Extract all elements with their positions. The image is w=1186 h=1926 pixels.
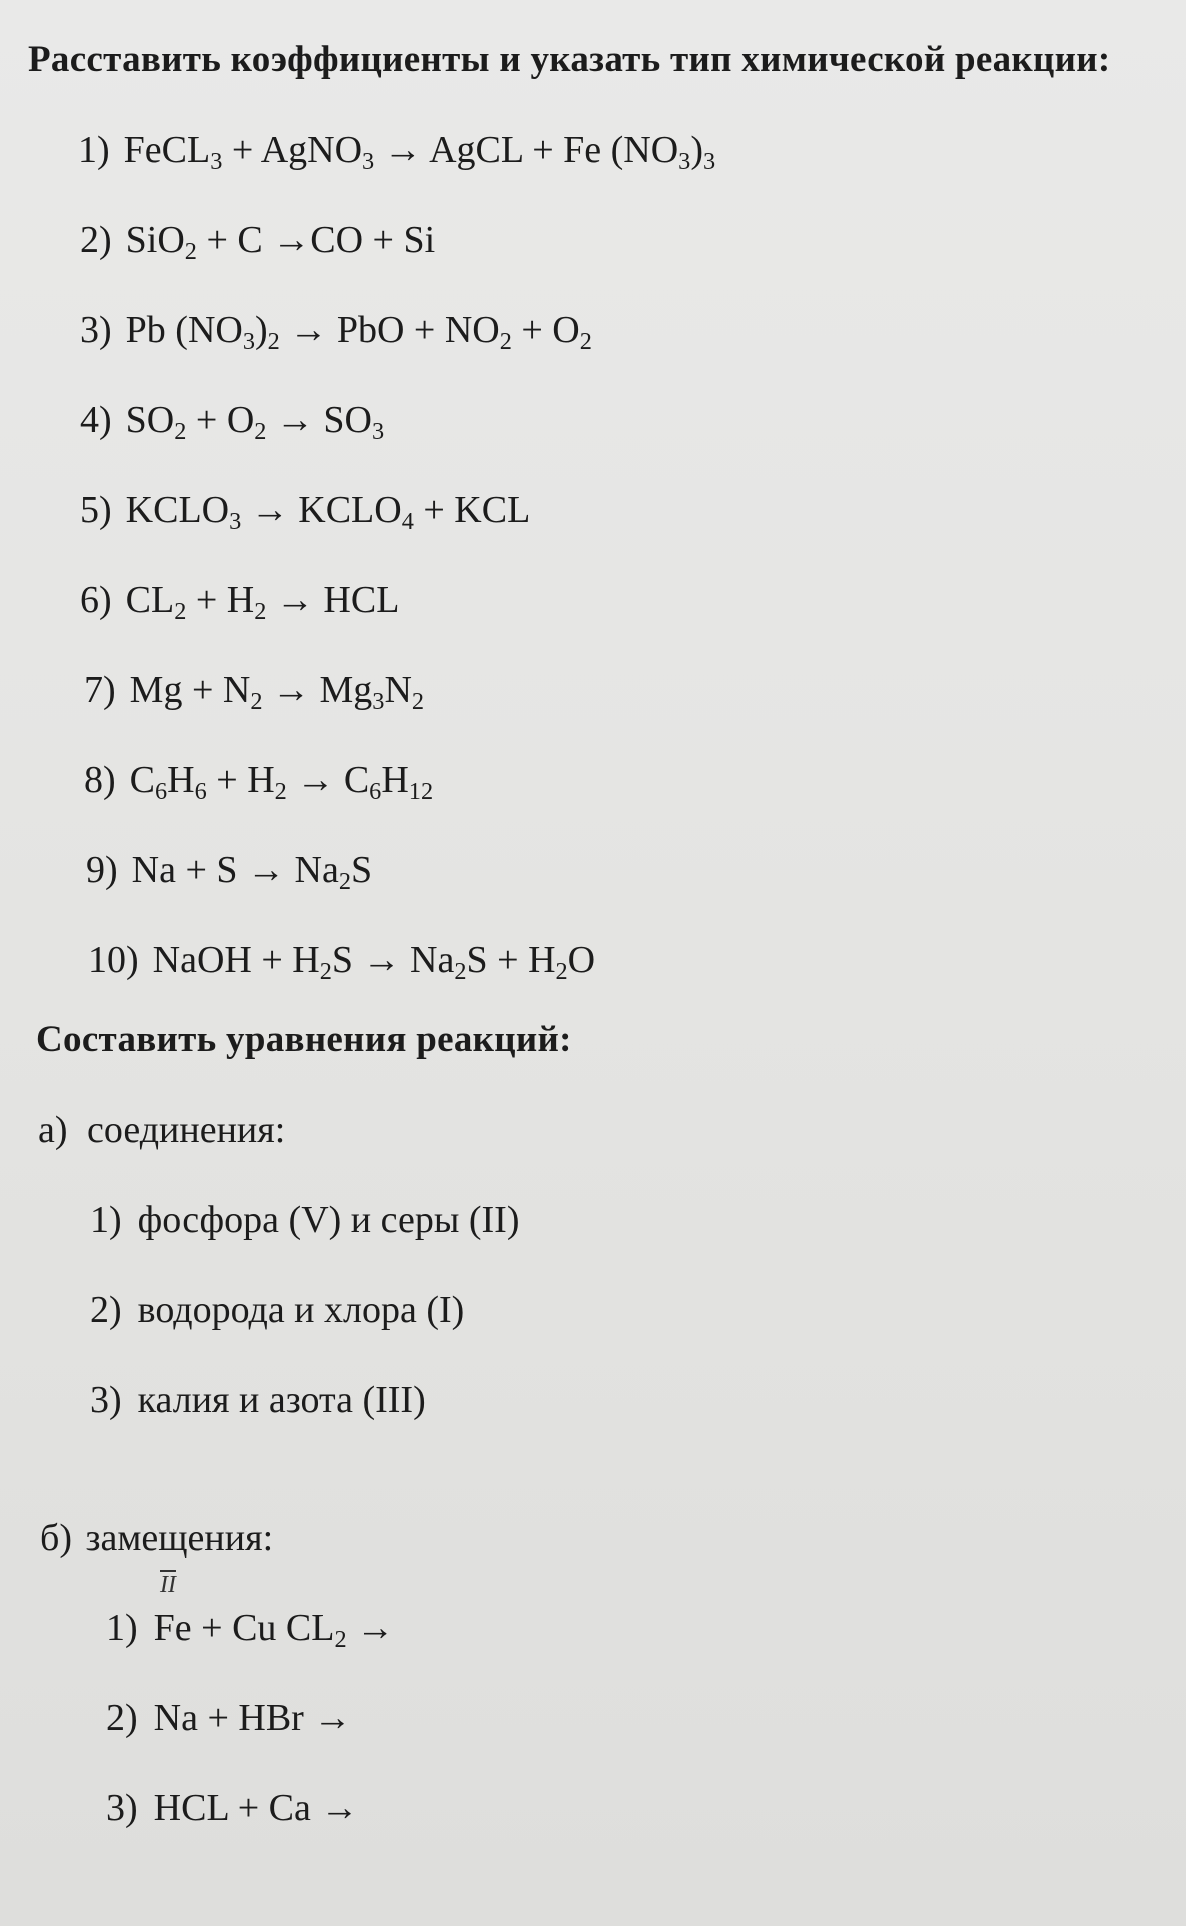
valence-mark: $\overline{II}$ <box>160 1572 176 1598</box>
equation-number: 10) <box>88 939 139 981</box>
equation-number: 5) <box>80 489 112 531</box>
equation-formula: SiO$_2$ + C →CO + Si <box>125 219 436 265</box>
task-number: 2) <box>90 1289 122 1331</box>
equation-formula: FeCL$_3$ + AgNO$_3$ → AgCL + Fe $(NO_3)_3$ <box>123 129 716 175</box>
task-number: 1) <box>90 1199 122 1241</box>
substitution-item <box>106 1786 358 1830</box>
equation-row <box>84 668 425 715</box>
equation-number: 2) <box>80 219 112 261</box>
equation-formula: $Mg + N_2 \to Mg_3N_2$ <box>129 669 425 715</box>
substitution-item <box>106 1606 395 1653</box>
equation-number: 4) <box>80 399 112 441</box>
equation-formula: $KCLO_3$ → $KCLO_4$ + KCL <box>125 489 531 535</box>
equation-formula: $C_6H_6 + H_2 \to C_6H_{12}$ <box>129 759 434 805</box>
equation-number: 9) <box>86 849 118 891</box>
section-a-label: а) <box>38 1109 68 1151</box>
equation-row <box>78 128 716 175</box>
task-number: 1) <box>106 1607 138 1649</box>
task-item <box>90 1378 426 1422</box>
equation-row <box>86 848 373 895</box>
substitution-formula: Fe + Cu $CL_2$ → <box>153 1607 395 1653</box>
equation-row <box>84 758 434 805</box>
section-b-title: замещения: <box>85 1517 274 1559</box>
equation-row <box>80 578 400 625</box>
equation-number: 8) <box>84 759 116 801</box>
equation-row <box>80 308 592 355</box>
equation-number: 7) <box>84 669 116 711</box>
equation-row <box>80 488 531 535</box>
equation-formula: NaOH + $H_2S \to Na_2S + H_2O$ <box>152 939 596 985</box>
section-b-label: б) <box>40 1517 72 1559</box>
task-text: фосфора (V) и серы (II) <box>137 1199 520 1241</box>
equation-formula: Pb $(NO_3)_2$ → PbO + $NO_2 + O_2$ <box>125 309 592 355</box>
task-text: водорода и хлора (I) <box>137 1289 465 1331</box>
equation-number: 3) <box>80 309 112 351</box>
task-text: калия и азота (III) <box>137 1379 426 1421</box>
substitution-formula: HCL + Ca → <box>153 1787 359 1829</box>
task-number: 3) <box>90 1379 122 1421</box>
equation-number: 6) <box>80 579 112 621</box>
section-a-header <box>38 1108 285 1152</box>
heading-balance: Расставить коэффициенты и указать тип химической реакции: <box>28 39 1111 80</box>
task-number: 3) <box>106 1787 138 1829</box>
section-b-header <box>40 1516 273 1560</box>
equation-row <box>80 398 385 445</box>
substitution-item <box>106 1696 351 1740</box>
task-number: 2) <box>106 1697 138 1739</box>
heading-compose: Составить уравнения реакций: <box>36 1019 572 1060</box>
substitution-formula: Na + HBr → <box>153 1697 352 1739</box>
equation-row <box>80 218 436 265</box>
equation-formula: $SO_2 + O_2 \to SO_3$ <box>125 399 385 445</box>
equation-formula: $Na + S \to Na_2S$ <box>131 849 373 895</box>
equation-formula: $CL_2 + H_2$ → HCL <box>125 579 400 625</box>
task-item <box>90 1198 519 1242</box>
section-a-title: соединения: <box>87 1109 286 1151</box>
task-item <box>90 1288 464 1332</box>
equation-number: 1) <box>78 129 110 171</box>
equation-row <box>88 938 596 985</box>
